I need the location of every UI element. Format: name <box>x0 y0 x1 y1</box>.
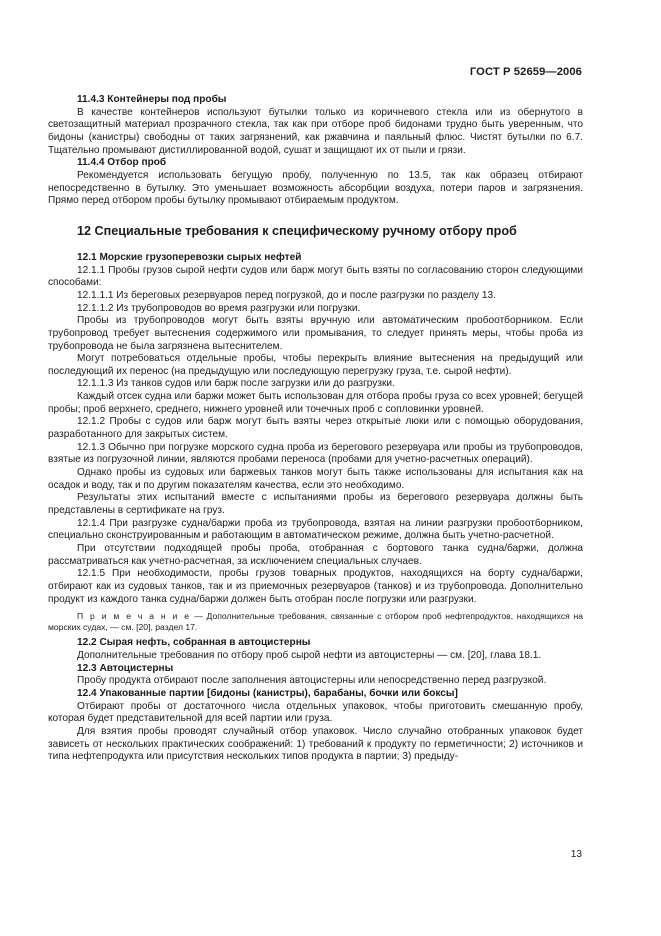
section-title-12: 12 Специальные требования к специфическому ручному отбору проб <box>77 223 517 238</box>
paragraph: Отбирают пробы от достаточного числа отдельных упаковок, чтобы приготовить смешанную пробу, которая будет представительной для всей партии или груза. <box>48 700 583 725</box>
note-label: П р и м е ч а н и е <box>77 611 191 622</box>
heading-11-4-3: 11.4.3 Контейнеры под пробы <box>77 94 227 105</box>
paragraph: Для взятия пробы проводят случайный отбор упаковок. Число случайно отобранных упаковок будет зависеть от нескольких практических соображений: 1) требований к продукту по герметичности; 2) источников и типа нефтепродукта или присутствия нескольких типов продукта в партии; 3) предыду- <box>48 725 583 763</box>
page-number: 13 <box>570 849 582 860</box>
paragraph: 12.1.1.3 Из танков судов или барж после загрузки или до разгрузки. <box>77 378 395 390</box>
note <box>48 611 583 633</box>
paragraph: Пробы из трубопроводов могут быть взяты вручную или автоматическим пробоотборником. Если трубопровод требует вытеснения содержимого или промывания, то следует принять меры, чтобы проба из трубопровода не была загрязнена вытеснителем. <box>48 315 583 352</box>
paragraph: 12.1.1 Пробы грузов сырой нефти судов или барж могут быть взяты по согласованию сторон следующими способами: <box>48 264 583 289</box>
paragraph: 12.1.2 Пробы с судов или барж могут быть взяты через открытые люки или с помощью оборудования, разработанного для закрытых систем. <box>48 416 583 441</box>
paragraph: Рекомендуется использовать бегущую пробу, полученную по 13.5, так как образец отбирают непосредственно в бутылку. Это уменьшает возможность абсорбции воздуха, потери паров и загрязнения. Прямо перед отбором пробы бутылку промывают отбираемым продуктом. <box>48 169 583 207</box>
paragraph: 12.1.1.1 Из береговых резервуаров перед погрузкой, до и после разгрузки по разделу 13. <box>77 289 496 301</box>
paragraph: Пробу продукта отбирают после заполнения автоцистерны или непосредственно перед разгрузкой. <box>77 675 547 687</box>
paragraph: 12.1.1.2 Из трубопроводов во время разгрузки или погрузки. <box>77 302 361 314</box>
paragraph: Могут потребоваться отдельные пробы, чтобы перекрыть влияние вытеснения на предыдущий или последующий их перенос (на предыдущую или последующую перегрузку груза, т.е. сырой нефти). <box>48 353 583 377</box>
heading-12-2: 12.2 Сырая нефть, собранная в автоцистерны <box>77 637 311 649</box>
paragraph: 12.1.3 Обычно при погрузке морского судна проба из берегового резервуара или пробы из трубопроводов, взятые из погрузочной линии, являются пробами переноса (пробами для учетно-расчетных операций). <box>48 441 583 466</box>
paragraph: При отсутствии подходящей пробы проба, отобранная с бортового танка судна/баржи, должна рассматриваться как учетно-расчетная, за исключением специальных случаев. <box>48 543 583 567</box>
heading-11-4-4: 11.4.4 Отбор проб <box>77 157 167 169</box>
note-text: — Дополнительные требования, связанные с отбором проб нефтепродуктов, находящихся на морских судах, — см. [20], раздел 17. <box>48 611 583 633</box>
paragraph: Дополнительные требования по отбору проб сырой нефти из автоцистерны — см. [20], глава 18.1. <box>77 649 542 661</box>
heading-12-4: 12.4 Упакованные партии [бидоны (канистры), барабаны, бочки или боксы] <box>77 687 458 699</box>
paragraph: 12.1.4 При разгрузке судна/баржи проба из трубопровода, взятая на линии разгрузки пробоотборником, специально сконструированным и работающим в автоматическом режиме, должна быть учетно-расчетной. <box>48 517 583 542</box>
paragraph: 12.1.5 При необходимости, пробы грузов товарных продуктов, находящихся на борту судна/баржи, отбирают как из судовых танков, так и из приемочных резервуаров (танков) и из трубопровода. Дополнительно продукт из каждого танка судна/баржи должен быть отобран после погрузки или разгрузки. <box>48 568 583 605</box>
paragraph: Результаты этих испытаний вместе с испытаниями пробы из берегового резервуара должны быть представлены в сертификате на груз. <box>48 492 583 517</box>
heading-12-1: 12.1 Морские грузоперевозки сырых нефтей <box>77 251 302 263</box>
document-body <box>48 94 583 764</box>
paragraph: Каждый отсек судна или баржи может быть использован для отбора пробы груза со всех уровней; бегущей пробы; проб верхнего, среднего, нижнего уровней или точечных проб с сопловинки уровней. <box>48 391 583 415</box>
paragraph: Однако пробы из судовых или баржевых танков могут быть также использованы для испытания как на осадок и воду, так и по другим показателям качества, если это необходимо. <box>48 467 583 491</box>
heading-12-3: 12.3 Автоцистерны <box>77 662 174 674</box>
paragraph: В качестве контейнеров используют бутылки только из коричневого стекла или из обернутого в светозащитный материал прозрачного стекла, так как при отборе проб бидонами трудно быть уверенным, что бидоны (канистры) свободны от таких загрязнений, как ржавчина и паяльный флюс. Чистят бутылки по 6.7. Тщательно промывают дистиллированной водой, сушат и защищают их от пыли и грязи. <box>48 106 583 156</box>
document-id-header: ГОСТ Р 52659—2006 <box>469 66 582 78</box>
